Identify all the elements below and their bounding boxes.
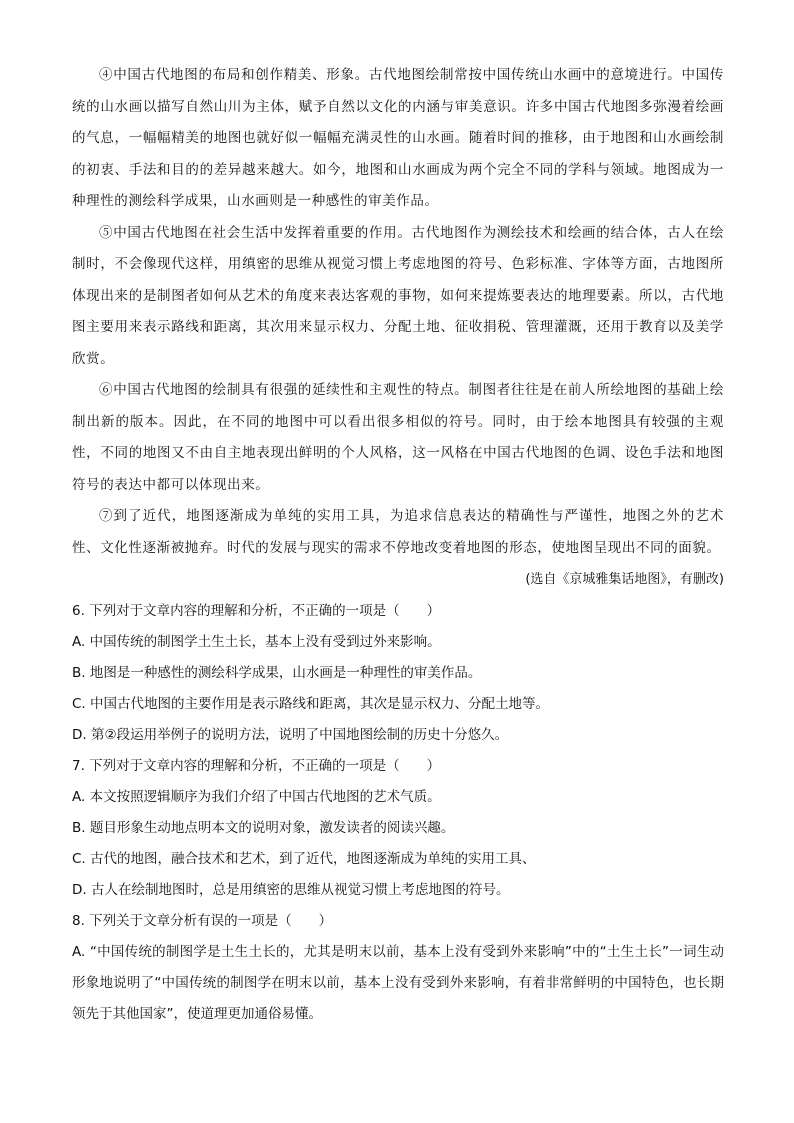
option-b: B. 题目形象生动地点明本文的说明对象，激发读者的阅读兴趣。 (72, 819, 455, 836)
article-paragraph-5: ⑤中国古代地图在社会生活中发挥着重要的作用。古代地图作为测绘技术和绘画的结合体，古人在绘制时，不会像现代这样，用缜密的思维从视觉习惯上考虑地图的符号、色彩标准、字体等方面，古地图所体现出来的是制图者如何从艺术的角度来表达客观的事物，如何来提炼要表达的地理要素。所以，古代地图主要用来表示路线和距离，其次用来显示权力、分配土地、征收捐税、管理灌溉，还用于教育以及美学欣赏。 (72, 224, 724, 367)
option-c: C. 中国古代地图的主要作用是表示路线和距离，其次是显示权力、分配土地等。 (72, 695, 550, 712)
option-b: B. 地图是一种感性的测绘科学成果，山水画是一种理性的审美作品。 (72, 664, 482, 681)
document-page (72, 60, 724, 1030)
article-paragraph-4: ④中国古代地图的布局和创作精美、形象。古代地图绘制常按中国传统山水画中的意境进行。中国传统的山水画以描写自然山川为主体，赋予自然以文化的内涵与审美意识。许多中国古代地图多弥漫着绘画的气息，一幅幅精美的地图也就好似一幅幅充满灵性的山水画。随着时间的推移，由于地图和山水画绘制的初衷、手法和目的的差异越来越大。如今，地图和山水画成为两个完全不同的学科与领域。地图成为一种理性的测绘科学成果，山水画则是一种感性的审美作品。 (72, 67, 724, 209)
question-stem: 7. 下列对于文章内容的理解和分析，不正确的一项是（ ） (72, 757, 441, 774)
option-d: D. 第②段运用举例子的说明方法，说明了中国地图绘制的历史十分悠久。 (72, 726, 509, 743)
option-c: C. 古代的地图，融合技术和艺术，到了近代，地图逐渐成为单纯的实用工具、 (72, 850, 536, 867)
option-a: A. “中国传统的制图学是土生土长的，尤其是明末以前，基本上没有受到外来影响”中的“土生土长”一词生动形象地说明了“中国传统的制图学在明末以前，基本上没有受到外来影响，有着非常鲜明的中国特色，也长期领先于其他国家”，使道理更加通俗易懂。 (72, 943, 724, 1022)
question-7 (72, 751, 724, 906)
option-d: D. 古人在绘制地图时，总是用缜密的思维从视觉习惯上考虑地图的符号。 (72, 881, 510, 898)
question-stem: 8. 下列关于文章分析有误的一项是（ ） (72, 912, 333, 929)
article-source: (选自《京城雅集话地图》，有删改) (525, 572, 724, 587)
article-paragraph-6: ⑥中国古代地图的绘制具有很强的延续性和主观性的特点。制图者往往是在前人所绘地图的基础上绘制出新的版本。因此，在不同的地图中可以看出很多相似的符号。同时，由于绘本地图具有较强的主观性，不同的地图又不由自主地表现出鲜明的个人风格，这一风格在中国古代地图的色调、设色手法和地图符号的表达中都可以体现出来。 (72, 382, 724, 493)
question-8 (72, 906, 724, 1030)
article-paragraph-7: ⑦到了近代，地图逐渐成为单纯的实用工具，为追求信息表达的精确性与严谨性，地图之外的艺术性、文化性逐渐被抛弃。时代的发展与现实的需求不停地改变着地图的形态，使地图呈现出不同的面貌。 (72, 508, 724, 556)
question-stem: 6. 下列对于文章内容的理解和分析，不正确的一项是（ ） (72, 602, 441, 619)
option-a: A. 中国传统的制图学土生土长，基本上没有受到过外来影响。 (72, 633, 441, 650)
question-6 (72, 596, 724, 751)
option-a: A. 本文按照逻辑顺序为我们介绍了中国古代地图的艺术气质。 (72, 788, 441, 805)
